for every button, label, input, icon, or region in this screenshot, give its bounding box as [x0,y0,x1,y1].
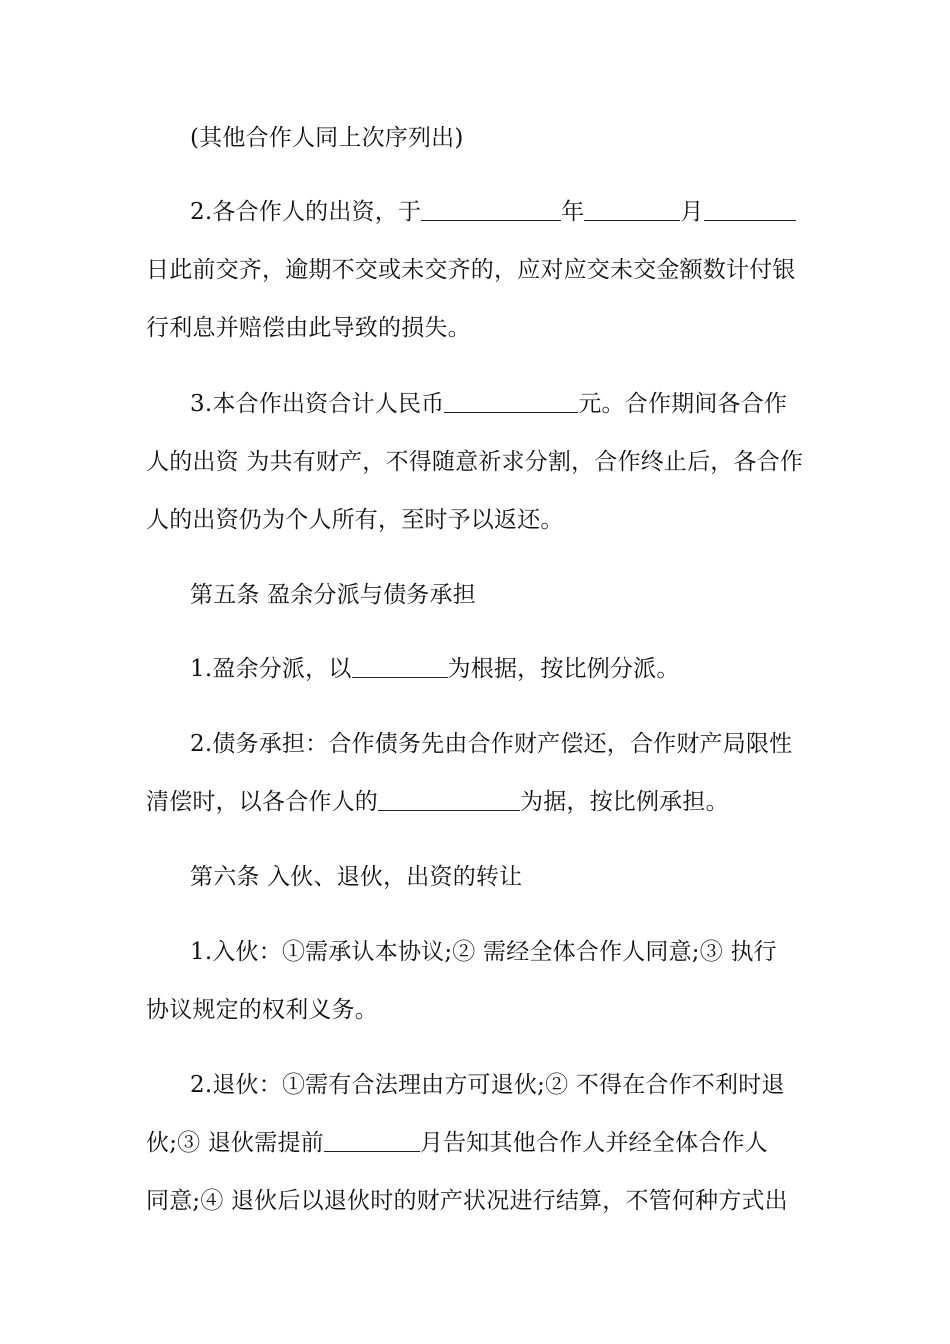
text: 为根据，按比例分派。 [447,656,680,682]
text: 日此前交齐，逾期不交或未交齐的，应对应交未交金额数计付银 [146,257,796,283]
text: 行利息并赔偿由此导致的损失。 [146,315,471,341]
text: 协议规定的权利义务。 [146,997,378,1023]
paragraph-joining-line2 [146,990,810,1030]
text: (其他合作人同上次序列出) [190,125,464,151]
text: 2.债务承担：合作债务先由合作财产偿还，合作财产局限性 [190,731,793,757]
text: 第六条 入伙、退伙，出资的转让 [190,864,523,890]
text: 3.本合作出资合计人民币 [190,391,445,417]
text: 第五条 盈余分派与债务承担 [190,582,476,608]
blank-year [421,194,561,221]
text: 同意;④ 退伙后以退伙时的财产状况进行结算，不管何种方式出 [146,1188,788,1214]
text: 月 [680,199,704,225]
blank-month [584,194,680,221]
text: 元。合作期间各合作 [578,391,788,417]
text: 1.盈余分派，以 [190,656,352,682]
text: 年 [561,199,585,225]
paragraph-total-contribution-line1 [190,384,810,424]
text: 人的出资仍为个人所有，至时予以返还。 [146,507,564,533]
paragraph-withdrawal-line2 [146,1123,810,1163]
blank-basis [352,651,448,678]
paragraph-joining-line1 [190,932,810,972]
paragraph-withdrawal-line3 [146,1181,810,1221]
paragraph-contribution-deadline-line3 [146,308,810,348]
text: 人的出资 为共有财产，不得随意祈求分割，合作终止后，各合作 [146,449,804,475]
paragraph-contribution-deadline-line2 [146,250,810,290]
text: 2.退伙：①需有合法理由方可退伙;② 不得在合作不利时退 [190,1072,785,1098]
paragraph-other-partners [190,118,810,158]
article-5-heading [190,575,810,615]
blank-amount [444,386,578,413]
paragraph-debt-line1 [190,724,810,764]
text: 月告知其他合作人并经全体合作人 [419,1130,768,1156]
text: 2.各合作人的出资，于 [190,199,422,225]
paragraph-total-contribution-line3 [146,500,810,540]
text: 1.入伙：①需承认本协议;② 需经全体合作人同意;③ 执行 [190,939,777,965]
text: 伙;③ 退伙需提前 [146,1130,324,1156]
paragraph-total-contribution-line2 [146,442,810,482]
text: 为据，按比例承担。 [520,789,729,815]
article-6-heading [190,857,810,897]
blank-day [704,194,796,221]
paragraph-profit-distribution [190,649,810,689]
blank-debt-basis [378,784,520,811]
text: 清偿时，以各合作人的 [146,789,378,815]
paragraph-withdrawal-line1 [190,1065,810,1105]
blank-notice-months [324,1125,420,1152]
paragraph-debt-line2 [146,782,810,822]
paragraph-contribution-deadline-line1 [190,192,810,232]
